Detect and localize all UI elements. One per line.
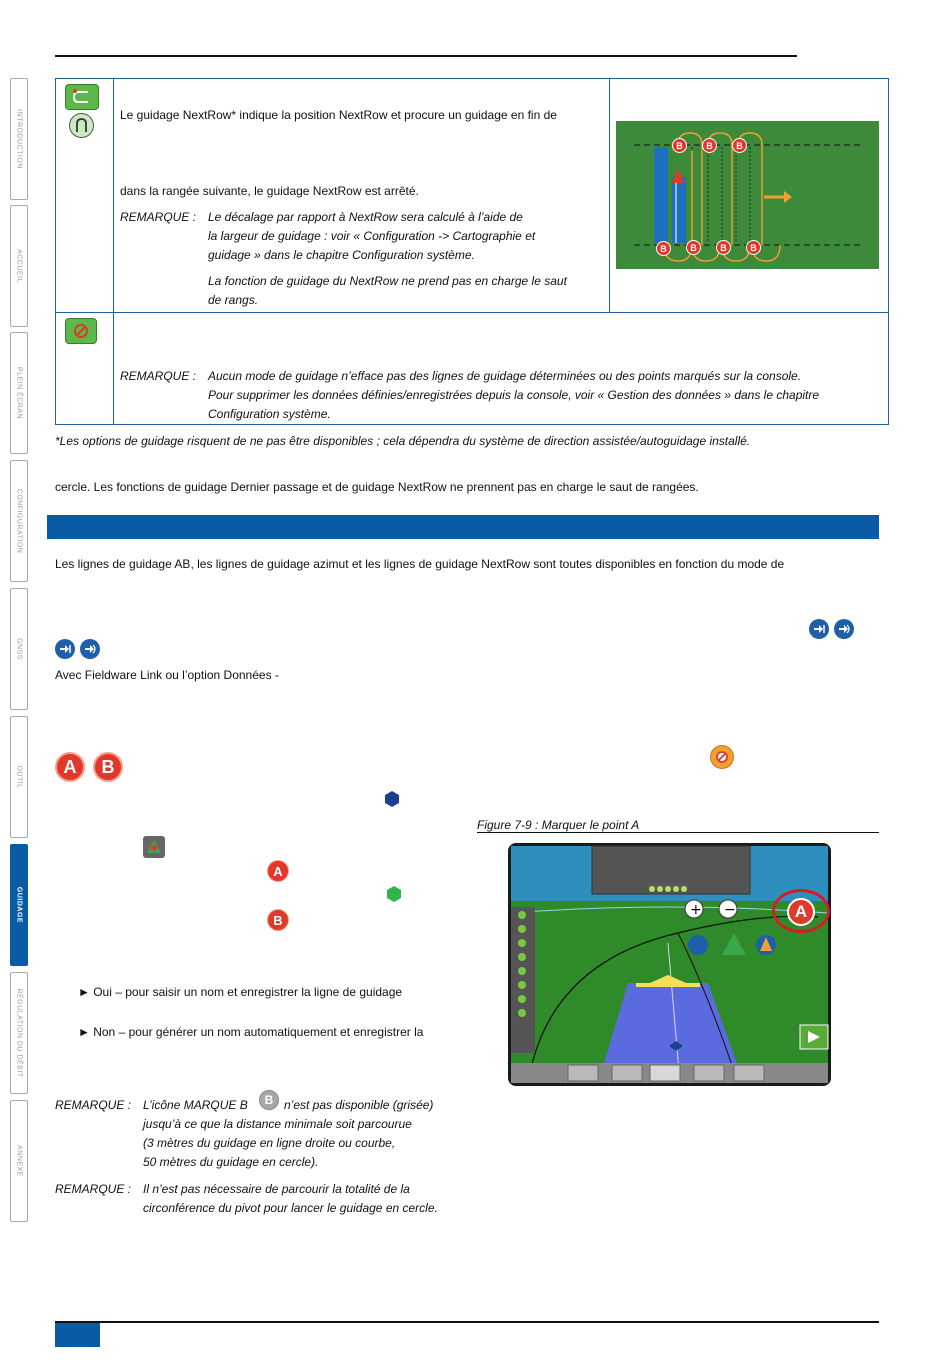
- remark-text: de rangs.: [208, 293, 259, 307]
- mark-a-icon: A: [267, 860, 289, 882]
- side-tab-plein-ecran[interactable]: PLEIN ÉCRAN: [10, 332, 28, 454]
- paragraph-cercle: cercle. Les fonctions de guidage Dernier passage et de guidage NextRow ne prennent pas en charge le saut de rangées.: [55, 480, 699, 494]
- side-tab-guidage[interactable]: GUIDAGE: [10, 844, 28, 966]
- table-divider: [55, 312, 889, 313]
- green-hexagon-icon: [385, 885, 403, 903]
- cancel-mark-icon: [710, 745, 734, 769]
- mark-a-icon: A: [55, 752, 85, 782]
- remark-text: circonférence du pivot pour lancer le guidage en cercle.: [143, 1201, 438, 1215]
- figure-rule: [477, 832, 879, 833]
- remark-label: REMARQUE :: [120, 369, 197, 383]
- figure-caption: Figure 7-9 : Marquer le point A: [477, 818, 640, 832]
- remark-text: la largeur de guidage : voir « Configuration -> Cartographie et: [208, 229, 536, 243]
- remark-text: Aucun mode de guidage n’efface pas des lignes de guidage déterminées ou des points marqués sur la console.: [208, 369, 802, 383]
- side-tab-regulation-du-debit[interactable]: RÉGULATION DU DÉBIT: [10, 972, 28, 1094]
- side-tab-outil[interactable]: OUTIL: [10, 716, 28, 838]
- remark-text: n’est pas disponible (grisée): [284, 1098, 434, 1112]
- table-divider: [113, 78, 114, 425]
- mark-b-disabled-icon: B: [259, 1090, 279, 1110]
- footnote: *Les options de guidage risquent de ne pas être disponibles ; cela dépendra du système de direction assistée/autoguidage installé.: [55, 434, 751, 448]
- section-band: [47, 515, 879, 539]
- mark-b-badge: B: [716, 240, 731, 255]
- remark-text: jusqu’à ce que la distance minimale soit parcourue: [143, 1117, 412, 1131]
- next-line-icon: [809, 619, 829, 639]
- mark-b-icon: B: [93, 752, 123, 782]
- side-tab-accueil[interactable]: ACCUEIL: [10, 205, 28, 327]
- paragraph-fieldware: Avec Fieldware Link ou l’option Données -: [55, 668, 279, 682]
- mark-a-button[interactable]: A: [787, 898, 815, 926]
- side-tab-introduction[interactable]: INTRODUCTION: [10, 78, 28, 200]
- console-screenshot: [508, 843, 831, 1086]
- guidance-mode-icon: [143, 836, 165, 858]
- svg-text:+: +: [690, 902, 702, 918]
- remark-label: REMARQUE :: [55, 1182, 132, 1196]
- table-divider: [609, 78, 610, 312]
- header-rule: [55, 55, 797, 57]
- mark-b-badge: B: [656, 241, 671, 256]
- nextrow-description-end: dans la rangée suivante, le guidage NextRow est arrêté.: [120, 184, 419, 198]
- mark-b-badge: B: [732, 138, 747, 153]
- choice-non: ► Non – pour générer un nom automatiquement et enregistrer la: [78, 1025, 424, 1039]
- svg-text:−: −: [724, 902, 736, 918]
- mark-b-badge: B: [686, 240, 701, 255]
- remark-text: Configuration système.: [208, 407, 331, 421]
- blue-hexagon-icon: [383, 790, 401, 808]
- remark-text: 50 mètres du guidage en cercle).: [143, 1155, 319, 1169]
- mark-b-badge: B: [672, 138, 687, 153]
- page-number-box: [55, 1323, 100, 1347]
- remark-text: (3 mètres du guidage en ligne droite ou courbe,: [143, 1136, 396, 1150]
- side-tab-annexe[interactable]: ANNEXE: [10, 1100, 28, 1222]
- cycle-lines-icon: [834, 619, 854, 639]
- nextrow-description: Le guidage NextRow* indique la position NextRow et procure un guidage en fin de: [120, 108, 557, 122]
- remark-label: REMARQUE :: [55, 1098, 132, 1112]
- remark-text: L’icône MARQUE B: [143, 1098, 248, 1112]
- mark-b-badge: B: [746, 240, 761, 255]
- footer-rule: [55, 1321, 879, 1323]
- nextrow-guidance-icon: [65, 84, 99, 110]
- side-tab-configuration[interactable]: CONFIGURATION: [10, 460, 28, 582]
- remark-text: guidage » dans le chapitre Configuration système.: [208, 248, 475, 262]
- side-tab-gnss[interactable]: GNSS: [10, 588, 28, 710]
- remark-text: La fonction de guidage du NextRow ne prend pas en charge le saut: [208, 274, 567, 288]
- remark-text: Il n’est pas nécessaire de parcourir la totalité de la: [143, 1182, 410, 1196]
- remark-text: Le décalage par rapport à NextRow sera calculé à l’aide de: [208, 210, 523, 224]
- remark-text: Pour supprimer les données définies/enregistrées depuis la console, voir « Gestion des données » dans le chapitre: [208, 388, 820, 402]
- no-guidance-icon: [65, 318, 97, 344]
- u-turn-icon: [69, 113, 94, 138]
- nextrow-illustration: [616, 121, 879, 269]
- next-line-icon: [55, 639, 75, 659]
- paragraph-lignes: Les lignes de guidage AB, les lignes de guidage azimut et les lignes de guidage NextRow sont toutes disponibles en fonction du mode de: [55, 557, 785, 571]
- cycle-lines-icon: [80, 639, 100, 659]
- choice-oui: ► Oui – pour saisir un nom et enregistrer la ligne de guidage: [78, 985, 403, 999]
- remark-label: REMARQUE :: [120, 210, 197, 224]
- mark-b-badge: B: [702, 138, 717, 153]
- mark-b-icon: B: [267, 909, 289, 931]
